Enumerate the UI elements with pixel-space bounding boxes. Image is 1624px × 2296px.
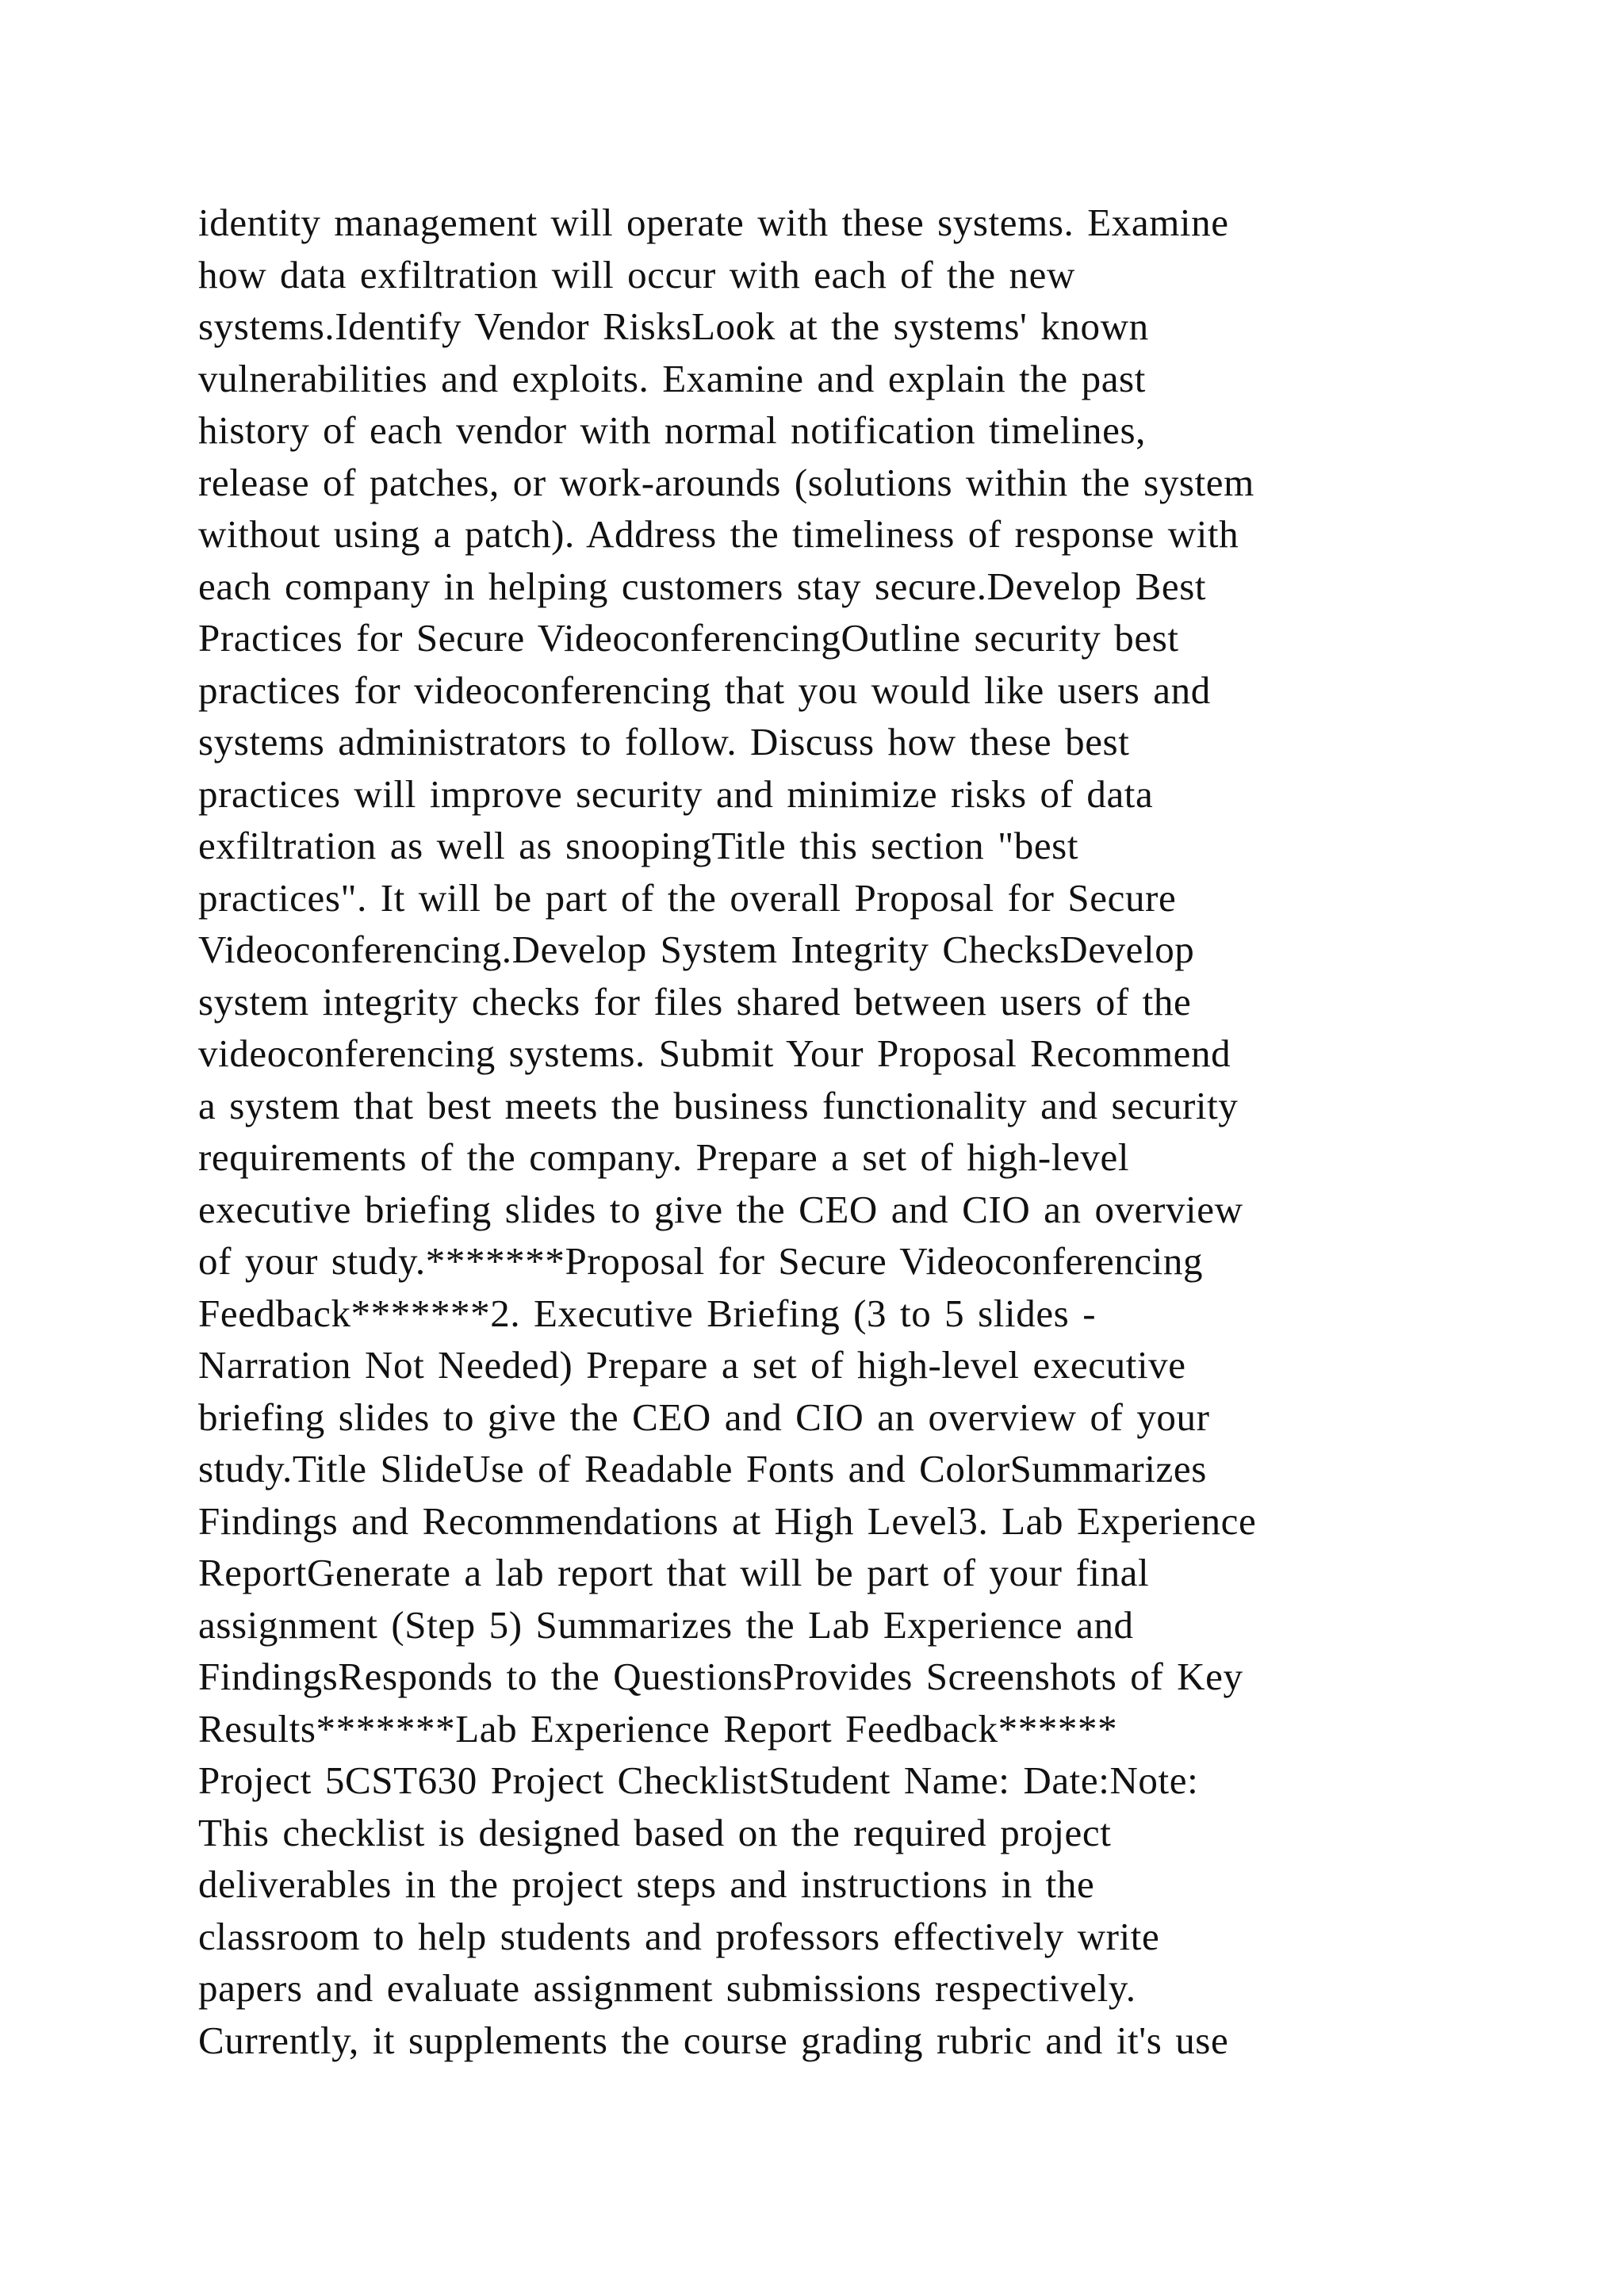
text-line: Results*******Lab Experience Report Feedback****** <box>198 1706 1118 1751</box>
text-line: each company in helping customers stay secure.Develop Best <box>198 564 1207 608</box>
text-line: how data exfiltration will occur with each of the new <box>198 252 1075 297</box>
text-line: study.Title SlideUse of Readable Fonts and ColorSummarizes <box>198 1447 1207 1490</box>
text-line: briefing slides to give the CEO and CIO an overview of your <box>198 1395 1210 1439</box>
text-line: ReportGenerate a lab report that will be part of your final <box>198 1551 1150 1594</box>
text-line: history of each vendor with normal notification timelines, <box>198 408 1146 452</box>
text-line: requirements of the company. Prepare a set of high-level <box>198 1135 1130 1179</box>
text-line: identity management will operate with these systems. Examine <box>198 201 1229 244</box>
text-line: videoconferencing systems. Submit Your Proposal Recommend <box>198 1031 1231 1075</box>
text-line: Currently, it supplements the course grading rubric and it's use <box>198 2018 1229 2062</box>
text-line: assignment (Step 5) Summarizes the Lab Experience and <box>198 1602 1134 1647</box>
text-line: Project 5CST630 Project ChecklistStudent Name: Date:Note: <box>198 1758 1199 1802</box>
text-line: Videoconferencing.Develop System Integrity ChecksDevelop <box>198 928 1195 971</box>
text-line: systems administrators to follow. Discuss how these best <box>198 720 1130 763</box>
text-line: exfiltration as well as snoopingTitle this section "best <box>198 824 1079 867</box>
text-line: executive briefing slides to give the CEO and CIO an overview <box>198 1187 1243 1231</box>
text-line: system integrity checks for files shared between users of the <box>198 979 1192 1024</box>
text-line: systems.Identify Vendor RisksLook at the systems' known <box>198 304 1149 348</box>
text-line: papers and evaluate assignment submissions respectively. <box>198 1966 1136 2010</box>
text-line: This checklist is designed based on the required project <box>198 1810 1112 1854</box>
text-line: practices for videoconferencing that you would like users and <box>198 668 1211 712</box>
text-line: without using a patch). Address the timeliness of response with <box>198 512 1239 556</box>
text-line: release of patches, or work-arounds (solutions within the system <box>198 460 1254 504</box>
text-line: Practices for Secure VideoconferencingOutline security best <box>198 616 1179 660</box>
text-line: of your study.*******Proposal for Secure Videoconferencing <box>198 1239 1204 1283</box>
text-line: Feedback*******2. Executive Briefing (3 to 5 slides - <box>198 1291 1097 1335</box>
text-line: deliverables in the project steps and instructions in the <box>198 1862 1095 1906</box>
text-line: FindingsResponds to the QuestionsProvides Screenshots of Key <box>198 1655 1243 1698</box>
text-line: Narration Not Needed) Prepare a set of high-level executive <box>198 1343 1186 1387</box>
text-line: Findings and Recommendations at High Level3. Lab Experience <box>198 1498 1257 1543</box>
text-line: classroom to help students and professors effectively write <box>198 1914 1160 1958</box>
body-text <box>198 197 1435 2066</box>
text-line: vulnerabilities and exploits. Examine and explain the past <box>198 356 1146 400</box>
text-line: practices will improve security and minimize risks of data <box>198 771 1154 816</box>
text-line: practices". It will be part of the overall Proposal for Secure <box>198 875 1177 920</box>
text-line: a system that best meets the business functionality and security <box>198 1083 1239 1127</box>
